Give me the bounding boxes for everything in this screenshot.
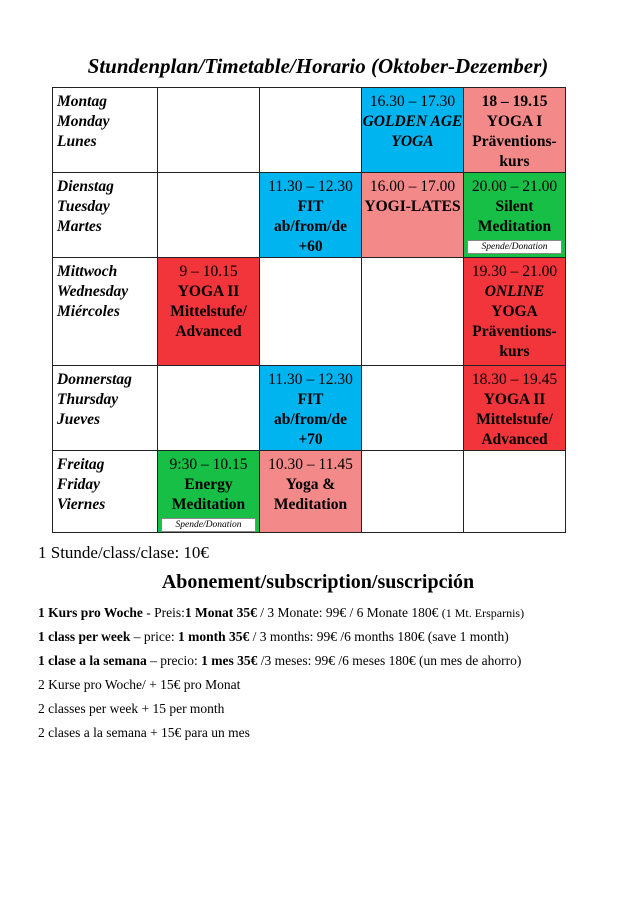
subscription-text: /3 meses: 99€ /6 meses 180€ (un mes de ahorro) [257,653,522,668]
subscription-text: / 3 months: 99€ /6 months 180€ (save 1 month) [249,629,509,644]
day-name: Viernes [57,496,106,513]
day-label [53,366,158,451]
subscription-text: 2 Kurse pro Woche/ + 15€ pro Monat [38,677,241,692]
class-time: 18.30 – 19.45 [471,371,558,388]
class-time: 9:30 – 10.15 [169,456,248,473]
empty-slot [158,173,260,258]
timetable-row [53,88,566,173]
class-name: YOGA II Mittelstufe/ Advanced [476,391,553,448]
class-name: Silent Meditation [477,198,552,235]
class-slot [158,451,260,533]
class-slot [362,88,464,173]
day-name: Thursday [57,391,119,408]
subscription-text: 1 mes 35€ [201,653,258,668]
subscription-text: 1 class per week [38,629,131,644]
day-name: Tuesday [57,198,110,215]
class-slot [362,173,464,258]
class-time: 16.30 – 17.30 [369,93,456,110]
subscription-text: 1 clase a la semana [38,653,147,668]
subscription-heading: Abonement/subscription/suscripción [161,571,475,593]
subscription-text: - Preis: [142,605,185,620]
empty-slot [362,366,464,451]
class-slot [464,88,566,173]
class-name: Energy Meditation [171,476,246,513]
donation-note: Spende/Donation [161,518,256,532]
day-name: Jueves [57,411,101,428]
empty-slot [362,451,464,533]
class-slot [260,451,362,533]
subscription-text: 1 month 35€ [177,629,250,644]
empty-slot [362,258,464,366]
class-name: YOGA II Mittelstufe/ Advanced [170,283,247,340]
subscription-details [38,604,524,748]
timetable [52,87,566,533]
class-name: YOGA I Präventions-kurs [472,113,557,170]
day-name: Wednesday [57,283,129,300]
timetable-row [53,258,566,366]
subscription-text: 2 clases a la semana + 15€ para un mes [38,725,250,740]
class-time: 20.00 – 21.00 [471,178,558,195]
class-slot [464,173,566,258]
class-time: 10.30 – 11.45 [268,456,353,473]
page-title: Stundenplan/Timetable/Horario (Oktober-Dezember) [87,54,549,78]
subscription-line [38,700,524,724]
day-name: Lunes [57,133,97,150]
day-name: Dienstag [57,178,114,195]
class-name: FIT ab/from/de +60 [274,198,347,255]
class-name: FIT ab/from/de +70 [274,391,347,448]
class-time: 9 – 10.15 [179,263,238,280]
day-label [53,173,158,258]
timetable-row [53,366,566,451]
subscription-line [38,724,524,748]
empty-slot [158,88,260,173]
donation-note: Spende/Donation [467,240,562,254]
day-label [53,258,158,366]
day-label [53,451,158,533]
day-name: Monday [57,113,110,130]
class-name: YOGI-LATES [364,198,461,215]
subscription-text: / 3 Monate: 99€ / 6 Monate 180€ [256,605,442,620]
day-name: Mittwoch [57,263,118,280]
subscription-text: 1 Monat 35€ [184,605,257,620]
timetable-row [53,173,566,258]
class-name: GOLDEN AGE YOGA [362,113,463,150]
class-time: 11.30 – 12.30 [268,371,353,388]
class-format: ONLINE [484,283,545,300]
day-name: Montag [57,93,107,110]
day-name: Donnerstag [57,371,132,388]
subscription-line [38,652,524,676]
empty-slot [260,258,362,366]
class-slot [464,366,566,451]
class-time: 18 – 19.15 [481,93,548,110]
class-time: 11.30 – 12.30 [268,178,353,195]
empty-slot [260,88,362,173]
subscription-line [38,628,524,652]
class-slot [260,366,362,451]
day-name: Friday [57,476,101,493]
day-label [53,88,158,173]
subscription-line [38,676,524,700]
class-time: 16.00 – 17.00 [369,178,456,195]
subscription-text: 2 classes per week + 15 per month [38,701,225,716]
class-name: Yoga & Meditation [273,476,348,513]
class-time: 19.30 – 21.00 [471,263,558,280]
day-name: Freitag [57,456,105,473]
day-name: Miércoles [57,303,120,320]
subscription-text: 1 Kurs pro Woche [38,605,143,620]
class-slot [158,258,260,366]
subscription-text: (1 Mt. Ersparnis) [441,606,525,620]
timetable-row [53,451,566,533]
empty-slot [464,451,566,533]
single-class-price: 1 Stunde/class/clase: 10€ [38,543,209,562]
class-slot [464,258,566,366]
subscription-text: – precio: [146,653,202,668]
empty-slot [158,366,260,451]
day-name: Martes [57,218,102,235]
class-slot [260,173,362,258]
class-name: YOGA Präventions-kurs [472,303,557,360]
subscription-text: – price: [130,629,178,644]
subscription-line [38,604,524,628]
